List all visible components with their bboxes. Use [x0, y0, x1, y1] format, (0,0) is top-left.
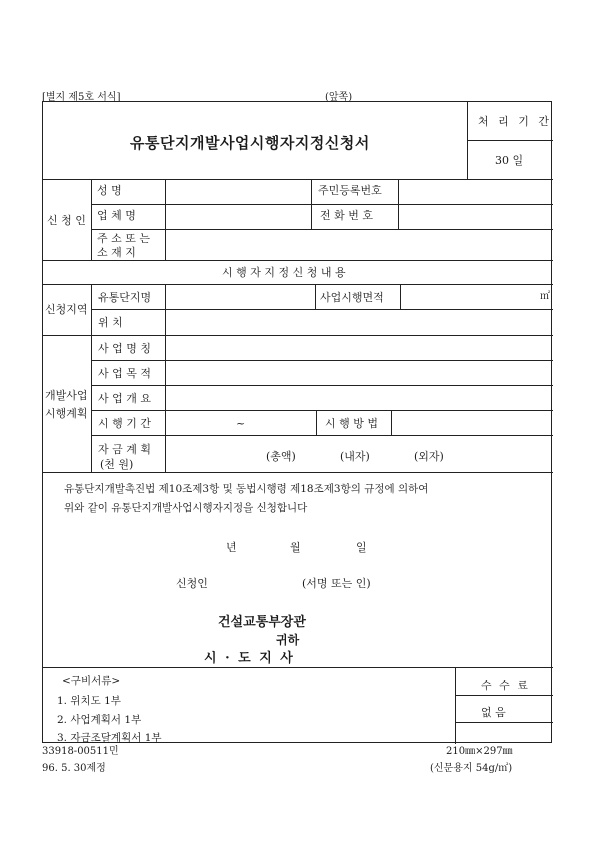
method-label: 시 행 방 법	[325, 417, 378, 430]
date-year-label: 년	[226, 541, 237, 554]
phone-field[interactable]	[398, 204, 552, 228]
attachment-item: 1. 위치도 1부	[57, 695, 121, 707]
area-section-label: 신청지역	[45, 303, 88, 316]
footer-date: 96. 5. 30제정	[42, 763, 106, 774]
funding-label-line2: (천 원)	[100, 458, 134, 471]
area-unit: ㎡	[540, 291, 550, 302]
attachment-item: 2. 사업계획서 1부	[57, 714, 142, 726]
fee-label: 수 수 료	[481, 679, 530, 692]
fee-value: 없 음	[481, 706, 506, 719]
funding-label-line1: 자 금 계 획	[98, 443, 151, 456]
processing-period-value: 30 일	[495, 154, 524, 167]
zone-name-field[interactable]	[166, 284, 314, 308]
date-day-label: 일	[356, 541, 367, 554]
name-label: 성 명	[97, 184, 122, 197]
recipient-governor: 시 · 도 지 사	[204, 651, 295, 666]
period-label: 시 행 기 간	[98, 417, 151, 430]
project-area-field[interactable]	[400, 284, 535, 308]
statement-line2: 위와 같이 유통단지개발사업시행자지정을 신청합니다	[64, 502, 308, 514]
recipient-minister: 건설교통부장관	[218, 615, 306, 630]
name-field[interactable]	[166, 179, 310, 203]
purpose-field[interactable]	[166, 360, 552, 384]
funding-total[interactable]: (총액)	[266, 450, 296, 463]
company-field[interactable]	[166, 204, 310, 228]
attachments-header: <구비서류>	[62, 675, 121, 687]
processing-period-label: 처 리 기 간	[478, 115, 552, 128]
page-side-label: (앞쪽)	[325, 92, 353, 103]
form-number: [별지 제5호 서식]	[42, 92, 121, 103]
statement-line1: 유통단지개발촉진법 제10조제3항 및 동법시행령 제18조제3항의 규정에 의하여	[64, 483, 429, 495]
phone-label: 전 화 번 호	[320, 209, 373, 222]
footer-code: 33918-00511민	[42, 746, 119, 757]
location-label: 위 치	[98, 316, 123, 329]
project-name-label: 사 업 명 칭	[98, 342, 151, 355]
purpose-label: 사 업 목 적	[98, 367, 151, 380]
plan-section-label-line2: 시행계획	[45, 407, 88, 420]
project-name-field[interactable]	[166, 335, 552, 359]
funding-foreign[interactable]: (외자)	[414, 450, 444, 463]
applicant-section-label: 신 청 인	[47, 214, 86, 227]
form-title: 유통단지개발사업시행자지정신청서	[130, 134, 370, 152]
period-dash: ~	[236, 417, 246, 430]
footer-size: 210㎜×297㎜	[446, 746, 513, 757]
project-area-label: 사업시행면적	[320, 291, 384, 304]
address-label-line2: 소 재 지	[97, 246, 136, 259]
overview-field[interactable]	[166, 385, 552, 409]
details-header: 시 행 자 지 정 신 청 내 용	[222, 266, 346, 279]
company-label: 업 체 명	[97, 209, 136, 222]
funding-domestic[interactable]: (내자)	[340, 450, 370, 463]
overview-label: 사 업 개 요	[98, 392, 151, 405]
plan-section-label-line1: 개발사업	[45, 389, 88, 402]
address-label-line1: 주 소 또 는	[97, 232, 150, 245]
resident-number-field[interactable]	[398, 179, 552, 203]
zone-name-label: 유통단지명	[98, 291, 152, 304]
address-field[interactable]	[166, 229, 552, 259]
location-field[interactable]	[166, 309, 552, 333]
resident-number-label: 주민등록번호	[318, 184, 382, 197]
date-month-label: 월	[290, 541, 301, 554]
signature-label: (서명 또는 인)	[302, 577, 371, 590]
method-field[interactable]	[392, 410, 552, 434]
recipient-honorific: 귀하	[276, 633, 300, 647]
attachment-item: 3. 자금조달계획서 1부	[57, 732, 162, 744]
applicant-sign-label: 신청인	[176, 577, 208, 590]
footer-paper: (신문용지 54g/㎡)	[430, 763, 513, 774]
